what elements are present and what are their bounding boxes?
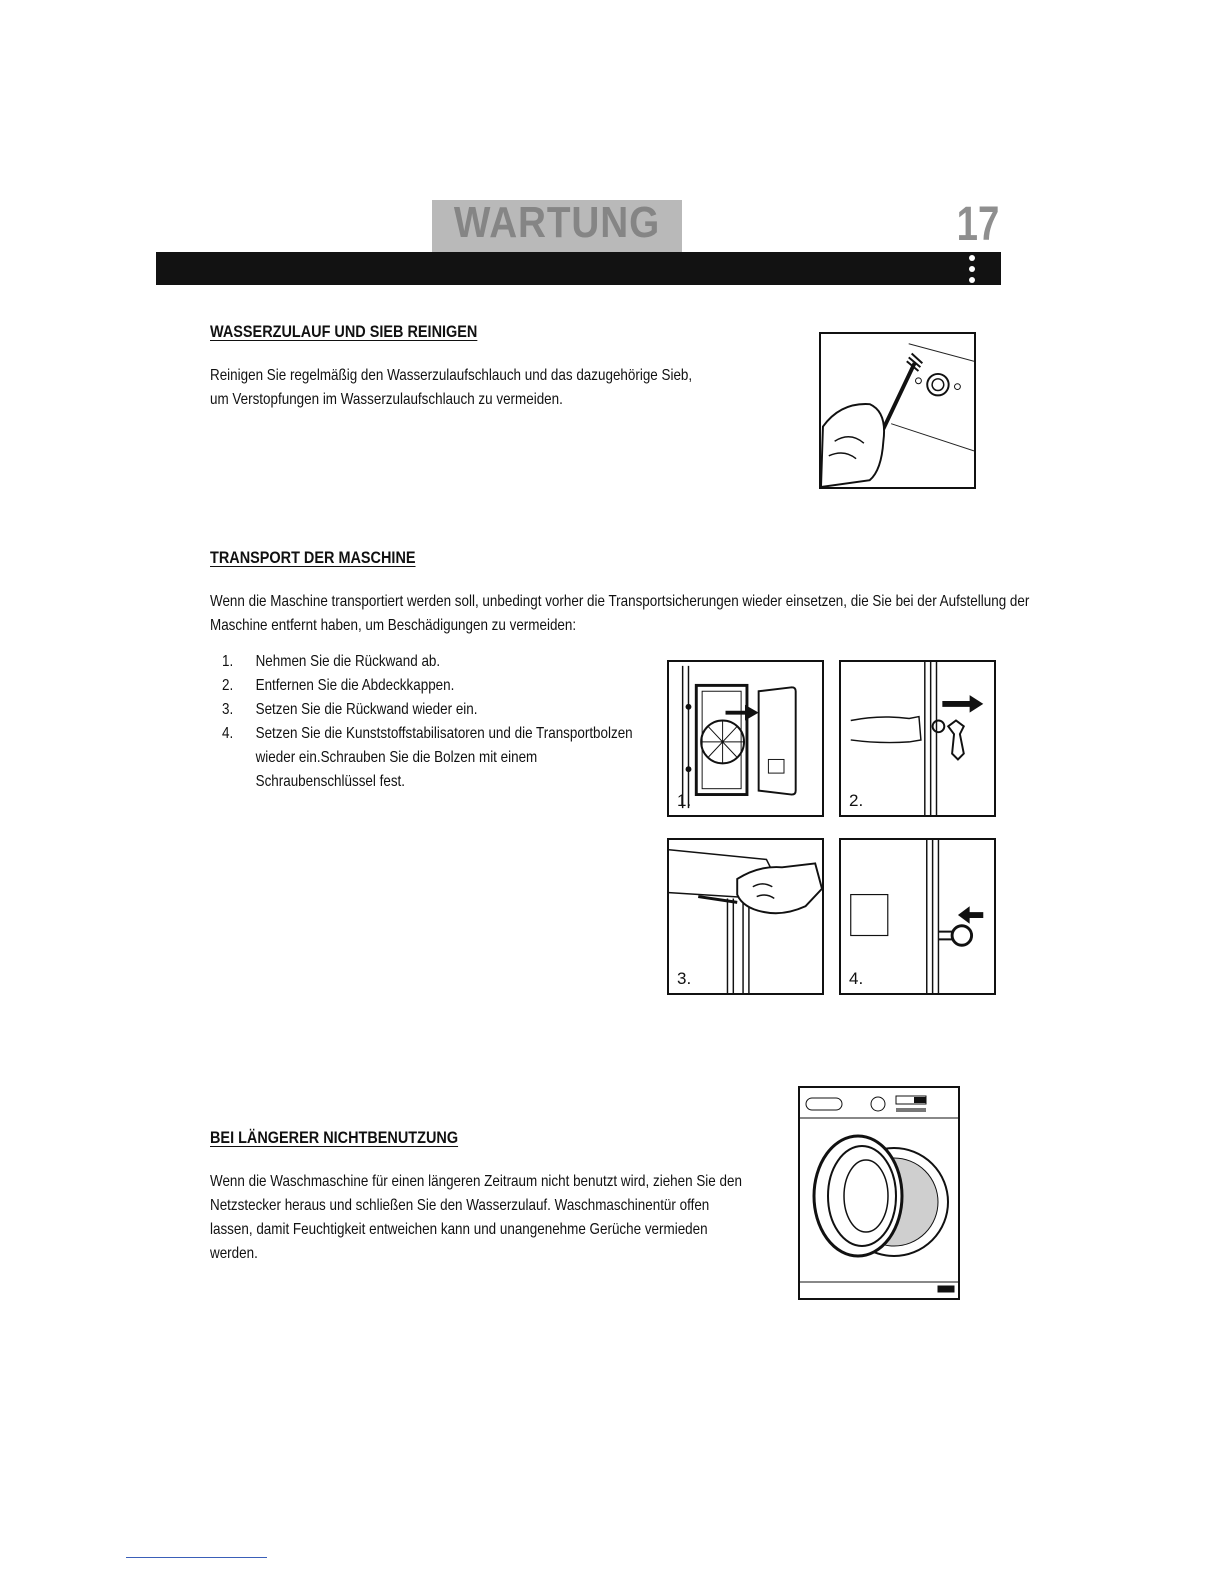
figure-label: 1. — [677, 791, 692, 810]
section-heading-transport: TRANSPORT DER MASCHINE — [210, 548, 416, 567]
figure-washing-machine — [798, 1086, 960, 1300]
section-text-non-use: Wenn die Waschmaschine für einen längeren Zeitraum nicht benutzt wird, ziehen Sie den Netzstecker heraus und schließen Sie den Wasserzulauf. Waschmaschinentür offen lassen, damit Feuchtigkeit entweichen kann und unangenehme Gerüche vermieden werden. — [210, 1173, 742, 1262]
header-bar — [156, 252, 1001, 285]
figure-cleaning-filter — [819, 332, 976, 489]
list-item: 3. Setzen Sie die Rückwand wieder ein. — [222, 701, 478, 718]
figure-label: 2. — [849, 791, 864, 810]
figure-step-3 — [667, 838, 824, 995]
header-dot — [969, 266, 975, 272]
header-dot — [969, 277, 975, 283]
remove-back-panel-illustration — [669, 662, 822, 815]
reattach-back-panel-illustration — [669, 840, 822, 993]
transport-steps-list — [222, 650, 722, 794]
header-dot — [969, 255, 975, 261]
list-item: 2. Entfernen Sie die Abdeckkappen. — [222, 677, 455, 694]
figure-step-1 — [667, 660, 824, 817]
list-item: 4. Setzen Sie die Kunststoffstabilisatoren und die Transportbolzen — [222, 725, 633, 742]
remove-caps-illustration — [841, 662, 994, 815]
insert-transport-bolts-illustration — [841, 840, 994, 993]
figure-step-2 — [839, 660, 996, 817]
page-title: WARTUNG — [453, 198, 661, 247]
section-text-transport: Wenn die Maschine transportiert werden soll, unbedingt vorher die Transportsicherungen wieder einsetzen, die Sie bei der Aufstellung der Maschine entfernt haben, um Beschädigungen zu vermeiden: — [210, 593, 1030, 634]
figure-label: 4. — [849, 969, 864, 988]
figure-step-4 — [839, 838, 996, 995]
list-item: 1. Nehmen Sie die Rückwand ab. — [222, 653, 441, 670]
list-item-continuation: Schraubenschlüssel fest. — [255, 773, 406, 790]
section-heading-water-inlet: WASSERZULAUF UND SIEB REINIGEN — [210, 322, 478, 341]
washing-machine-door-open-illustration — [798, 1086, 960, 1300]
figure-label: 3. — [677, 969, 692, 988]
section-text-water-inlet: Reinigen Sie regelmäßig den Wasserzulaufschlauch und das dazugehörige Sieb, um Verstopfungen im Wasserzulaufschlauch zu vermeiden. — [210, 367, 693, 408]
list-item-continuation: wieder ein.Schrauben Sie die Bolzen mit einem — [255, 749, 538, 766]
brush-cleaning-illustration — [821, 334, 974, 487]
footer-line — [126, 1557, 267, 1558]
page-number: 17 — [956, 198, 1000, 251]
section-heading-non-use: BEI LÄNGERER NICHTBENUTZUNG — [210, 1128, 459, 1147]
